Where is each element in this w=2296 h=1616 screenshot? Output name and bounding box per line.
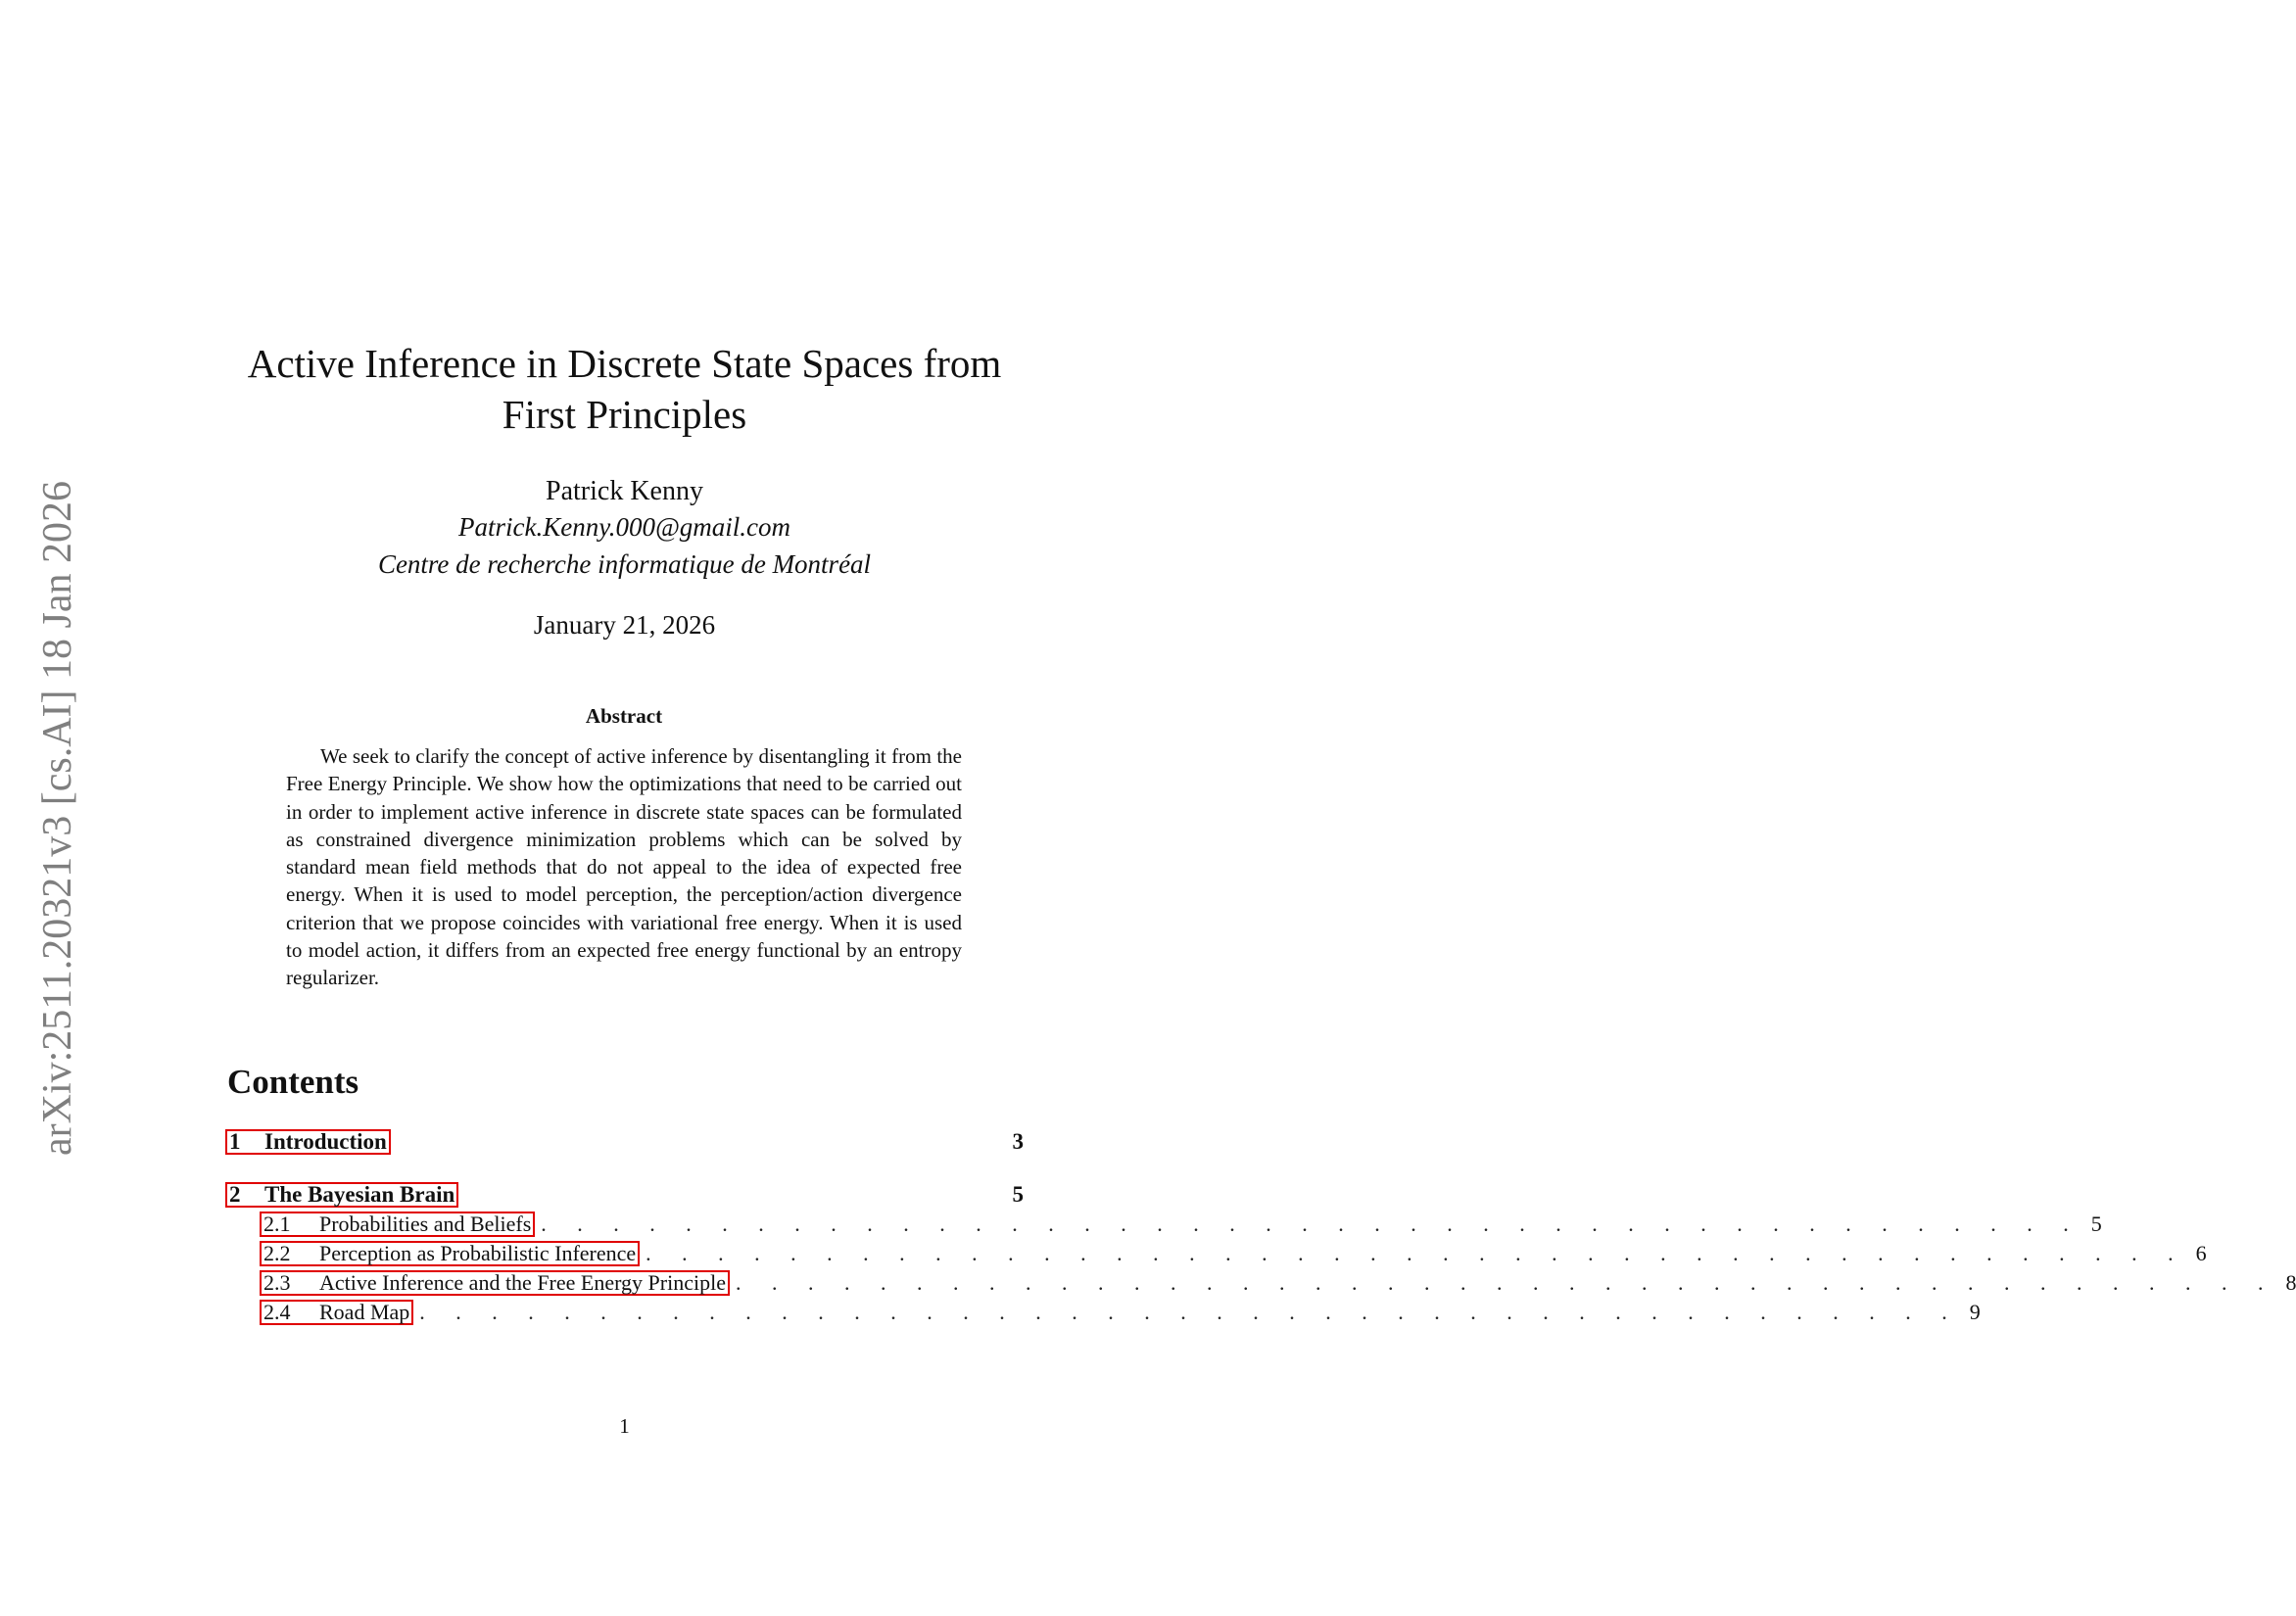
arxiv-identifier: arXiv:2511.20321v3 [cs.AI] 18 Jan 2026	[35, 480, 80, 1156]
toc-leader-dots: . . . . . . . . . . . . . . . . . . . . . . . . . . . . . . . . . . . . . . . . . . .	[735, 1270, 2276, 1295]
toc-title: Perception as Probabilistic Inference	[319, 1241, 637, 1265]
toc-link-introduction[interactable]	[225, 1129, 391, 1155]
page-number: 1	[619, 1414, 630, 1438]
toc-page-number: 9	[1969, 1300, 1981, 1324]
toc-title: Road Map	[319, 1300, 410, 1324]
toc-number: 2.1	[263, 1212, 291, 1236]
toc-link-probabilities-beliefs[interactable]	[260, 1212, 535, 1237]
toc-entry-active-inference-fep	[260, 1268, 2296, 1298]
toc-entry-perception-inference	[260, 1239, 2207, 1268]
toc-number: 2.4	[263, 1300, 291, 1324]
toc-page-number: 8	[2285, 1270, 2296, 1295]
toc-page-number: 5	[1012, 1182, 1024, 1207]
toc-title: Active Inference and the Free Energy Principle	[319, 1270, 726, 1295]
toc-link-active-inference-fep[interactable]	[260, 1270, 730, 1296]
toc-number: 2.2	[263, 1241, 291, 1265]
toc-entry-probabilities-beliefs	[260, 1210, 2102, 1239]
toc-link-perception-inference[interactable]	[260, 1241, 640, 1266]
author-affiliation: Centre de recherche informatique de Montréal	[377, 549, 872, 579]
toc-entry-introduction	[225, 1127, 1024, 1157]
toc-entry-bayesian-brain	[225, 1180, 1024, 1210]
toc-link-bayesian-brain[interactable]	[225, 1182, 458, 1208]
paper-title	[176, 338, 1073, 440]
author-email: Patrick.Kenny.000@gmail.com	[457, 512, 791, 542]
abstract-body: We seek to clarify the concept of active inference by disentangling it from the Free Energy Principle. We show how the optimizations that need to be carried out in order to implement active inference in discrete state spaces can be formulated as constrained divergence minimization problems which can be solved by standard mean field methods that do not appeal to the idea of expected free energy. When it is used to model perception, the perception/action divergence criterion that we propose coincides with variational free energy. When it is used to model action, it differs from an expected free energy functional by an entropy regularizer.	[286, 744, 962, 990]
toc-page-number: 3	[1012, 1129, 1024, 1154]
toc-link-road-map[interactable]	[260, 1300, 413, 1325]
toc-number: 2	[229, 1182, 241, 1207]
toc-page-number: 6	[2195, 1241, 2207, 1265]
title-line-2: First Principles	[502, 392, 747, 437]
toc-number: 2.3	[263, 1270, 291, 1295]
toc-entry-road-map	[260, 1298, 1981, 1327]
title-line-1: Active Inference in Discrete State Spaces from	[247, 341, 1002, 386]
contents-heading: Contents	[227, 1063, 359, 1101]
toc-leader-dots: . . . . . . . . . . . . . . . . . . . . . . . . . . . . . . . . . . . . . . . . . . .	[419, 1300, 1960, 1324]
toc-number: 1	[229, 1129, 241, 1154]
toc-title: Introduction	[264, 1129, 387, 1154]
toc-leader-dots: . . . . . . . . . . . . . . . . . . . . . . . . . . . . . . . . . . . . . . . . . . .	[646, 1241, 2186, 1265]
toc-page-number: 5	[2090, 1212, 2102, 1236]
toc-title: Probabilities and Beliefs	[319, 1212, 532, 1236]
paper-date: January 21, 2026	[533, 610, 716, 640]
toc-title: The Bayesian Brain	[264, 1182, 455, 1207]
author-name: Patrick Kenny	[546, 476, 703, 506]
abstract-heading: Abstract	[585, 704, 663, 728]
toc-leader-dots: . . . . . . . . . . . . . . . . . . . . . . . . . . . . . . . . . . . . . . . . . . .	[541, 1212, 2081, 1236]
